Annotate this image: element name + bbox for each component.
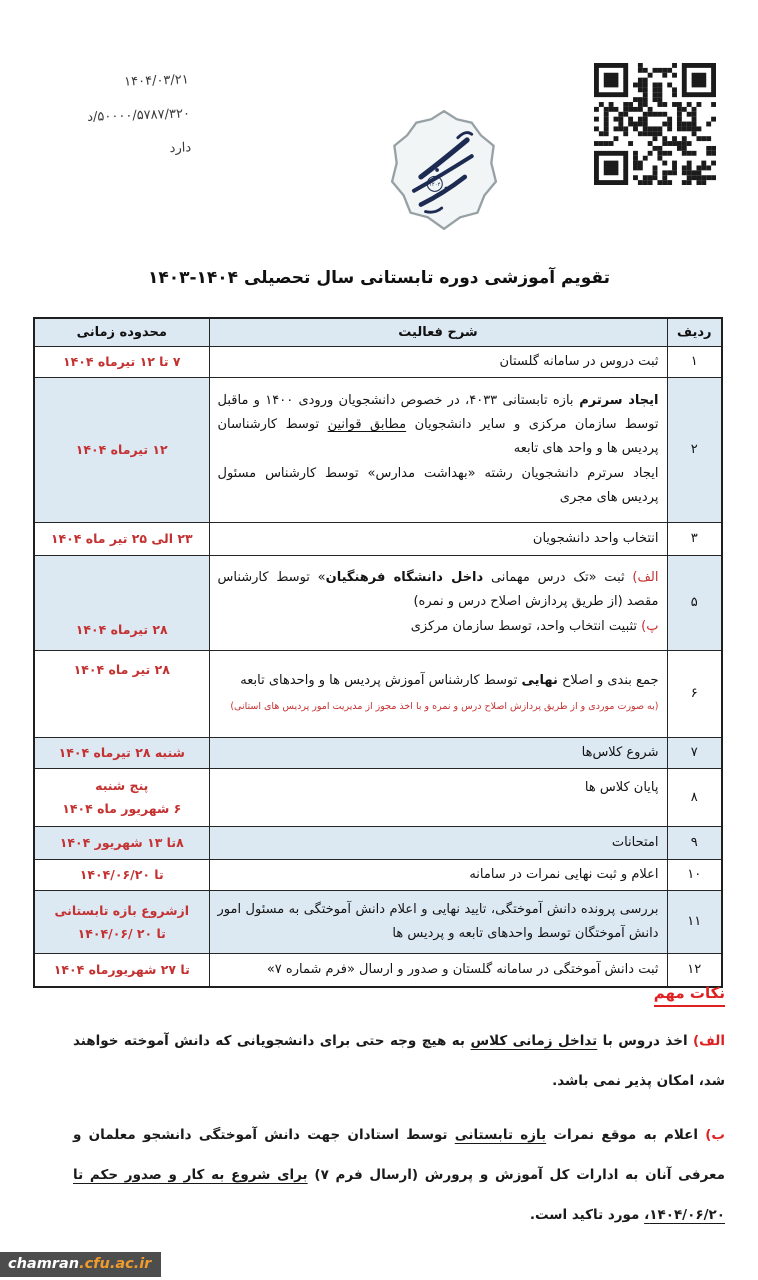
time-cell: شنبه ۲۸ تیرماه ۱۴۰۴ — [34, 737, 209, 768]
activity-cell: ثبت دروس در سامانه گلستان — [209, 346, 667, 377]
letterhead-meta — [36, 63, 191, 170]
activity-cell: جمع بندی و اصلاح نهایی توسط کارشناس آموزش پردیس ها و واحدهای تابعه (به صورت موردی و از طریق پردازش اصلاح درس و نمره و با اخذ مجوز از مدیریت امور پردیس های استانی) — [209, 650, 667, 737]
table-header-row — [34, 318, 722, 346]
activity-cell: ثبت دانش آموختگی در سامانه گلستان و صدور و ارسال «فرم شماره ۷» — [209, 953, 667, 987]
site-name: chamran — [8, 1256, 80, 1272]
row-number: ۳ — [667, 522, 722, 555]
row-number: ۲ — [667, 377, 722, 522]
table-row — [34, 737, 722, 768]
table-row — [34, 953, 722, 987]
row-number: ۶ — [667, 650, 722, 737]
activity-cell: انتخاب واحد دانشجویان — [209, 522, 667, 555]
notes-section — [73, 983, 725, 1249]
activity-cell: امتحانات — [209, 826, 667, 859]
table-row — [34, 555, 722, 650]
calendar-table — [33, 317, 723, 988]
table-row — [34, 768, 722, 826]
row-number: ۱ — [667, 346, 722, 377]
col-header-activity: شرح فعالیت — [209, 318, 667, 346]
table-row — [34, 650, 722, 737]
site-watermark — [0, 1252, 161, 1277]
activity-cell: الف) ثبت «تک درس مهمانی داخل دانشگاه فرهنگیان» توسط کارشناس مقصد (از طریق پردازش اصلاح درس و نمره) پ) تثبیت انتخاب واحد، توسط سازمان مرکزی — [209, 555, 667, 650]
time-cell: ۲۳ الی ۲۵ تیر ماه ۱۴۰۴ — [34, 522, 209, 555]
site-domain: .cfu.ac.ir — [79, 1256, 152, 1272]
letter-date: ۱۴۰۴/۰۳/۲۱ — [123, 72, 190, 90]
activity-cell: شروع کلاس‌ها — [209, 737, 667, 768]
note-a: الف) اخذ دروس با تداخل زمانی کلاس به هیچ وجه حتی برای دانشجویانی که دانش آموخته خواهند شد، امکان پذیر نمی باشد. — [73, 1033, 725, 1089]
activity-cell: ایجاد سرترم بازه تابستانی ۴۰۳۳، در خصوص دانشجویان ورودی ۱۴۰۰ و ماقبل توسط سازمان مرکزی و سایر دانشجویان مطابق قوانین توسط کارشناسان پردیس ها و واحد های تابعه ایجاد سرترم دانشجویان رشته «بهداشت مدارس» توسط کارشناس مسئول پردیس های مجری — [209, 377, 667, 522]
notes-heading: نکات مهم — [654, 984, 725, 1007]
activity-cell: اعلام و ثبت نهایی نمرات در سامانه — [209, 859, 667, 890]
time-cell: ۲۸ تیر ماه ۱۴۰۴ — [34, 650, 209, 737]
time-cell: تا ۲۷ شهریورماه ۱۴۰۴ — [34, 953, 209, 987]
row-number: ۱۰ — [667, 859, 722, 890]
time-cell: ازشروع بازه تابستانی تا ۲۰ /۱۴۰۴/۰۶ — [34, 890, 209, 953]
time-cell: ۸تا ۱۳ شهریور ۱۴۰۴ — [34, 826, 209, 859]
year-slogan-emblem-icon — [386, 110, 502, 230]
time-cell: ۲۸ تیرماه ۱۴۰۴ — [34, 555, 209, 650]
row-number: ۱۱ — [667, 890, 722, 953]
page-title: تقویم آموزشی دوره تابستانی سال تحصیلی ۱۴۰۴-۱۴۰۳ — [147, 268, 611, 288]
table-row — [34, 346, 722, 377]
row-number: ۱۲ — [667, 953, 722, 987]
qr-code-icon — [594, 62, 716, 186]
time-cell: تا ۱۴۰۴/۰۶/۲۰ — [34, 859, 209, 890]
row-number: ۷ — [667, 737, 722, 768]
emblem-year: ۱۴۰۴ — [429, 182, 441, 189]
time-cell: ۱۲ تیرماه ۱۴۰۴ — [34, 377, 209, 522]
activity-cell: بررسی پرونده دانش آموختگی، تایید نهایی و اعلام دانش آموختگی به مسئول امور دانش آموختگان توسط واحدهای تابعه و پردیس ها — [209, 890, 667, 953]
col-header-row-number: ردیف — [667, 318, 722, 346]
row-number: ۵ — [667, 555, 722, 650]
time-cell: پنج شنبه ۶ شهریور ماه ۱۴۰۴ — [34, 768, 209, 826]
table-row — [34, 522, 722, 555]
letter-number: ۵۰۰۰۰/۵۷۸۷/۳۲۰/د — [87, 106, 191, 125]
row-number: ۹ — [667, 826, 722, 859]
activity-cell: پایان کلاس ها — [209, 768, 667, 826]
note-b: ب) اعلام به موقع نمرات بازه تابستانی توسط استادان جهت دانش آموختگی دانشجو معلمان و معرفی آنان به ادارات کل آموزش و پرورش (ارسال فرم ۷) برای شروع به کار و صدور حکم تا ۱۴۰۴/۰۶/۲۰، مورد تاکید است. — [73, 1127, 726, 1223]
col-header-time-range: محدوده زمانی — [34, 318, 209, 346]
time-cell: ۷ تا ۱۲ تیرماه ۱۴۰۴ — [34, 346, 209, 377]
table-row — [34, 377, 722, 522]
row-number: ۸ — [667, 768, 722, 826]
table-row — [34, 890, 722, 953]
letter-attachment: دارد — [169, 140, 192, 157]
table-row — [34, 826, 722, 859]
table-row — [34, 859, 722, 890]
